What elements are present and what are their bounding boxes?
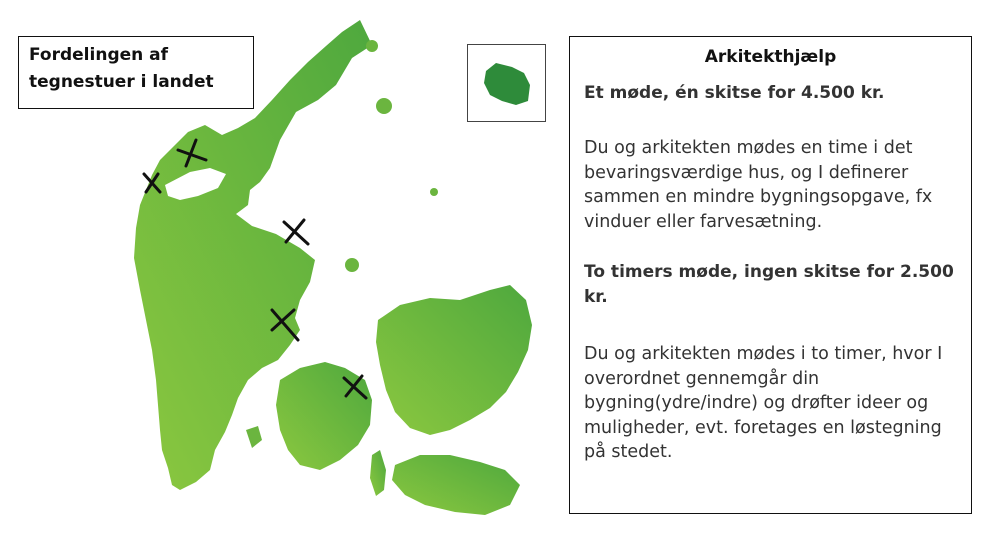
offer-2-heading: To timers møde, ingen skitse for 2.500 kr.	[584, 262, 954, 307]
zealand-island	[376, 285, 532, 435]
map-title-line-1: Fordelingen af	[29, 45, 169, 65]
info-panel	[569, 36, 972, 514]
langeland-island	[370, 450, 386, 496]
offer-1-heading: Et møde, én skitse for 4.500 kr.	[584, 83, 885, 103]
offer-1-body: Du og arkitekten mødes en time i det bevaringsværdige hus, og I definerer sammen en mindre bygningsopgave, fx vinduer eller farvesætning.	[584, 138, 933, 232]
funen-island	[276, 362, 372, 470]
als-island	[246, 426, 262, 448]
bornholm-inset-icon	[468, 45, 545, 121]
samso-island	[345, 258, 359, 272]
info-title: Arkitekthjælp	[704, 47, 837, 67]
map-title	[18, 36, 254, 109]
offer-2-body: Du og arkitekten mødes i to timer, hvor I overordnet gennemgår din bygning(ydre/indre) og drøfter ideer og muligheder, evt. foretages en løstegning på stedet.	[584, 344, 943, 462]
office-marker-x	[284, 220, 308, 244]
map-title-line-2: tegnestuer i landet	[29, 72, 214, 92]
lolland-falster-island	[392, 455, 520, 515]
bornholm-inset	[467, 44, 546, 122]
small-island	[430, 188, 438, 196]
anholt-island	[376, 98, 392, 114]
laeso-island	[366, 40, 378, 52]
